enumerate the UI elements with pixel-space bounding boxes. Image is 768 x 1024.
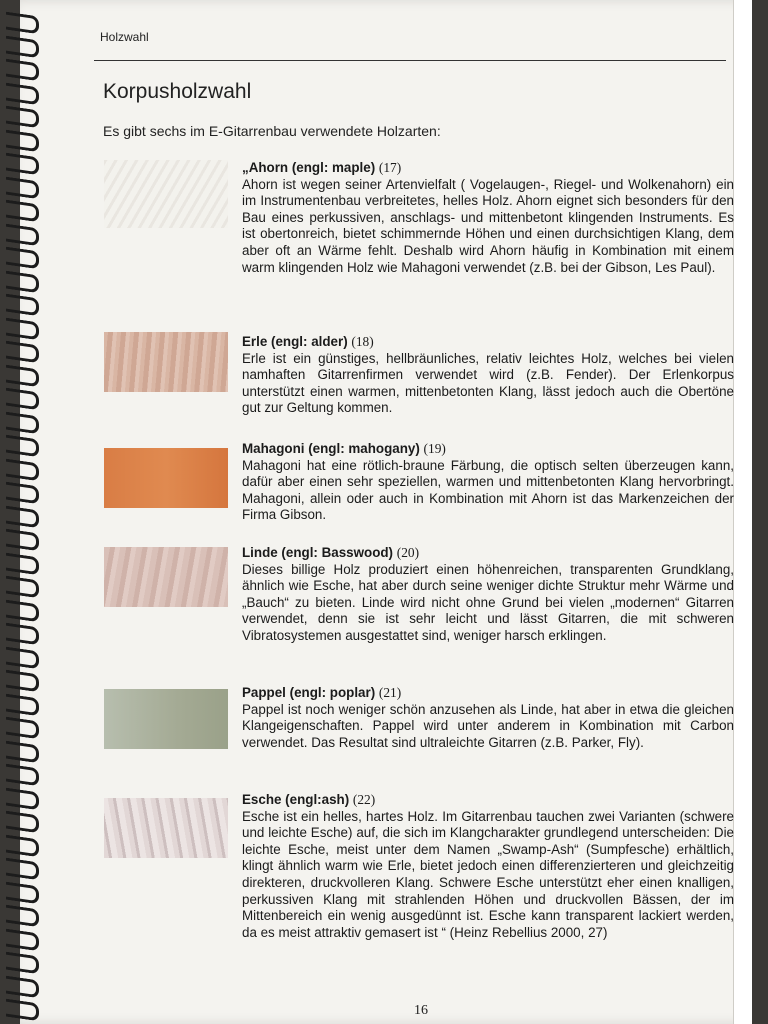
binding-ring: [6, 975, 39, 998]
wood-entry-alder: [242, 334, 734, 417]
wood-description: Mahagoni hat eine rötlich-braune Färbung, die optisch selten überzeugen kann, dafür aber einen sehr speziellen, warmen und mittenbetonten Klang hervorbringt. Mahagoni, allein oder auch in Kombination mit Ahorn ist das Markenzeichen der Firma Gibson.: [242, 457, 734, 523]
binding-ring: [6, 928, 39, 951]
binding-ring: [6, 881, 39, 904]
binding-ring: [6, 482, 39, 505]
wood-entry-ash: [242, 792, 734, 941]
wood-name: Erle (engl: alder): [242, 334, 348, 349]
binding-ring: [6, 411, 39, 434]
binding-ring: [6, 646, 39, 669]
binding-ring: [6, 599, 39, 622]
mahogany-swatch: [104, 448, 228, 508]
binding-ring: [6, 364, 39, 387]
binding-ring: [6, 552, 39, 575]
wood-entry-maple: [242, 160, 734, 276]
poplar-swatch: [104, 689, 228, 749]
binding-ring: [6, 12, 39, 35]
page-number: 16: [414, 1003, 428, 1018]
binding-ring: [6, 623, 39, 646]
wood-ref: (19): [423, 441, 446, 456]
binding-ring: [6, 200, 39, 223]
binding-ring: [6, 952, 39, 975]
wood-entry-mahogany: [242, 441, 734, 524]
wood-name: „Ahorn (engl: maple): [242, 160, 376, 175]
basswood-swatch: [104, 547, 228, 607]
binding-ring: [6, 458, 39, 481]
page-stack-edge: [733, 0, 752, 1024]
binding-ring: [6, 247, 39, 270]
binding-ring: [6, 717, 39, 740]
wood-ref: (20): [396, 545, 420, 560]
binding-ring: [6, 905, 39, 928]
binding-ring: [6, 82, 39, 105]
binding-ring: [6, 576, 39, 599]
ash-swatch: [104, 798, 228, 858]
binding-ring: [6, 153, 39, 176]
binding-ring: [6, 693, 39, 716]
wood-entry-poplar: [242, 685, 734, 751]
intro-text: Es gibt sechs im E-Gitarrenbau verwendete Holzarten:: [103, 123, 441, 139]
binding-ring: [6, 670, 39, 693]
binding-ring: [6, 35, 39, 58]
header-rule: [94, 60, 726, 61]
wood-description: Dieses billige Holz produziert einen höhenreichen, transparenten Grundklang, ähnlich wie Esche, hat aber durch seine weniger dichte Struktur mehr Wärme und „Bauch“ zu bieten. Linde wird nicht ohne Grund bei vielen „modernen“ Gitarren verwendet, denn sie ist sehr leicht und lässt Gitarren, die mit schweren Vibratosystemen ausgestattet sind, weniger harsch erklingen.: [242, 561, 734, 643]
wood-name: Linde (engl: Basswood): [242, 545, 394, 560]
wood-name: Pappel (engl: poplar): [242, 685, 376, 700]
binding-ring: [6, 999, 39, 1022]
binding-ring: [6, 435, 39, 458]
binding-ring: [6, 59, 39, 82]
binding-ring: [6, 505, 39, 528]
wood-description: Ahorn ist wegen seiner Artenvielfalt ( Vogelaugen-, Riegel- und Wolkenahorn) ein im Instrumentenbau verbreitetes, helles Holz. Ahorn eignet sich besonders für den Bau eines perkussiven, anschlags- und mittenbetont klingenden Instruments. Es ist obertonreich, bietet schimmernde Höhen und einen durchsichtigen Klang, dem aber oft an Wärme fehlt. Deshalb wird Ahorn häufig in Kombination mit einem warm klingenden Holz wie Mahagoni verwendet (z.B. bei der Gibson, Les Paul).: [242, 176, 734, 275]
wood-entry-basswood: [242, 545, 734, 645]
binding-ring: [6, 129, 39, 152]
wood-ref: (22): [352, 792, 376, 807]
wood-description: Pappel ist noch weniger schön anzusehen als Linde, hat aber in etwa die gleichen Klangeigenschaften. Pappel wird unter anderem in Kombination mit Carbon verwendet. Das Resultat sind ultraleichte Gitarren (z.B. Parker, Fly).: [242, 701, 734, 750]
binding-ring: [6, 834, 39, 857]
page-title: Korpusholzwahl: [103, 80, 252, 103]
binding-ring: [6, 529, 39, 552]
binding-ring: [6, 176, 39, 199]
maple-swatch-faint: [104, 160, 228, 228]
binding-ring: [6, 811, 39, 834]
wood-name: Esche (engl:ash): [242, 792, 350, 807]
binding-ring: [6, 388, 39, 411]
binding-ring: [6, 341, 39, 364]
running-header: Holzwahl: [100, 30, 149, 44]
binding-ring: [6, 294, 39, 317]
wood-ref: (17): [378, 160, 402, 175]
wood-name: Mahagoni (engl: mahogany): [242, 441, 420, 456]
wood-description: Esche ist ein helles, hartes Holz. Im Gitarrenbau tauchen zwei Varianten (schwere und leichte Esche) auf, die sich im Klangcharakter grundlegend unterscheiden: Die leichte Esche, meist unter dem Namen „Swamp-Ash“ (Sumpfesche) erhältlich, klingt ähnlich warm wie Erle, bietet jedoch einen differenzierteren und gleichzeitig direkteren, druckvolleren Klang. Schwere Esche unterstützt eher einen knalligen, perkussiven Klang mit strahlenden Höhen und druckvollen Bässen, der im Mittenbereich ein wenig ausgedünnt ist. Esche kann transparent lackiert werden, da es meist attraktiv gemasert ist “ (Heinz Rebellius 2000, 27): [242, 808, 734, 940]
wood-ref: (21): [378, 685, 402, 700]
binding-ring: [6, 764, 39, 787]
binding-ring: [6, 106, 39, 129]
binding-ring: [6, 787, 39, 810]
alder-swatch: [104, 332, 228, 392]
wood-ref: (18): [351, 334, 374, 349]
binding-ring: [6, 270, 39, 293]
binding-ring: [6, 317, 39, 340]
wood-description: Erle ist ein günstiges, hellbräunliches, relativ leichtes Holz, welches bei vielen namhaften Gitarrenfirmen verwendet wird (z.B. Fender). Der Erlenkorpus unterstützt einen warmen, mittenbetonten Klang, lässt jedoch auch die Obertöne gut zur Geltung kommen.: [242, 350, 734, 416]
spiral-binding: [0, 0, 40, 1024]
binding-ring: [6, 740, 39, 763]
binding-ring: [6, 223, 39, 246]
binding-ring: [6, 858, 39, 881]
